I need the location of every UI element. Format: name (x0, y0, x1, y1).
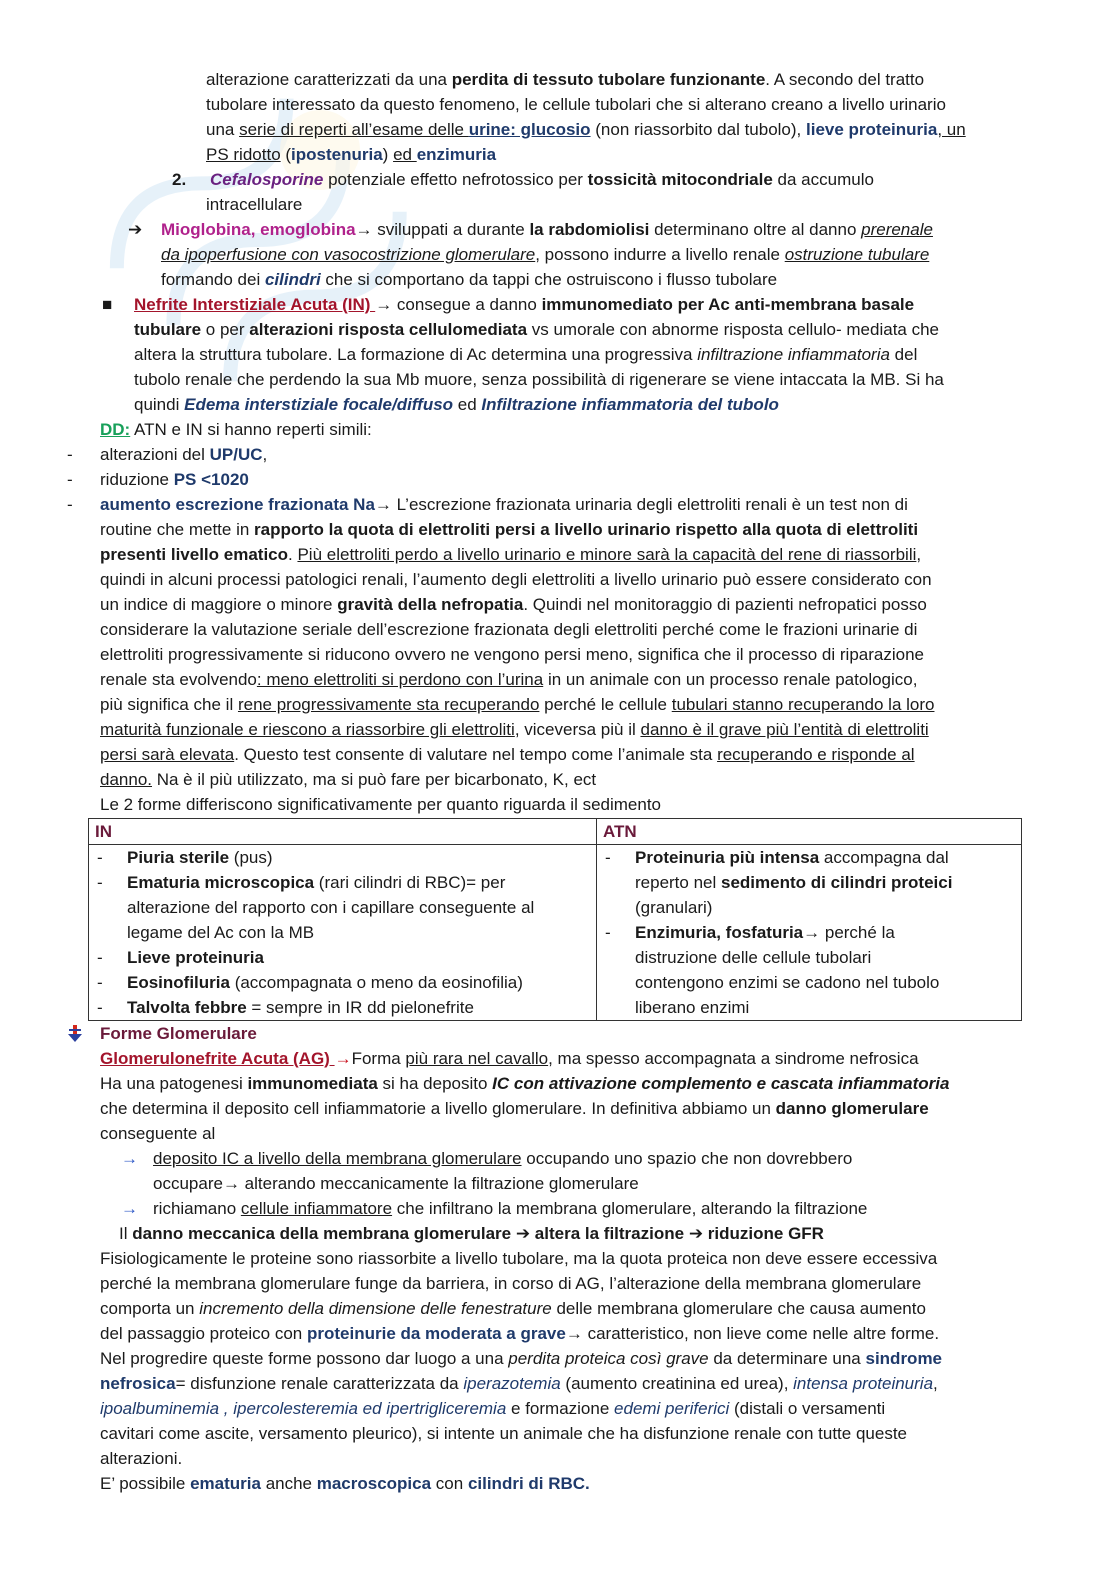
text-line: comporta un incremento della dimensione delle fenestrature delle membrana glomerulare che causa aumento (100, 1299, 926, 1318)
text-line: tubulare o per alterazioni risposta cellulomediata vs umorale con abnorme risposta cellulo- mediata che (134, 320, 940, 339)
text-line: presenti livello ematico. Più elettroliti perdo a livello urinario e minore sarà la capacità del rene di riassorbili, (100, 545, 922, 564)
text-line: persi sarà elevata. Questo test consente di valutare nel tempo come l’animale sta recuperando e risponde al (100, 745, 915, 764)
numbered-item: 2. (172, 170, 187, 189)
list-item: - Piuria sterile (pus) (97, 848, 273, 867)
text-line: più significa che il rene progressivamente sta recuperando perché le cellule tubulari stanno recuperando la loro (100, 695, 935, 714)
text-line: intracellulare (206, 195, 303, 214)
text-line: altera la struttura tubolare. La formazione di Ac determina una progressiva infiltrazione infiammatoria del (134, 345, 918, 364)
text-line: renale sta evolvendo: meno elettroliti si perdono con l’urina in un animale con un processo renale patologico, (100, 670, 918, 689)
square-bullet-icon: ■ (102, 295, 113, 314)
text-line: riduzione PS <1020 (100, 470, 249, 489)
arrow-bullet-icon: → (121, 1149, 138, 1168)
down-arrow-bullet-icon (68, 1025, 82, 1043)
list-item: - Proteinuria più intensa accompagna dal (605, 848, 949, 867)
list-item-cont: contengono enzimi se cadono nel tubolo (635, 973, 940, 992)
text-line: alterazioni del UP/UC, (100, 445, 268, 464)
dash-bullet: - (67, 495, 73, 514)
text-line: perché la membrana glomerulare funge da barriera, in corso di AG, l’alterazione della membrana glomerulare (100, 1274, 922, 1293)
text-line: un indice di maggiore o minore gravità della nefropatia. Quindi nel monitoraggio di pazienti nefropatici posso (100, 595, 927, 614)
list-item-cont: legame del Ac con la MB (127, 923, 315, 942)
list-item-cont: (granulari) (635, 898, 713, 917)
text-line: Glomerulonefrite Acuta (AG) →Forma più rara nel cavallo, ma spesso accompagnata a sindrome nefrosica (100, 1049, 919, 1068)
text-line: nefrosica= disfunzione renale caratterizzata da iperazotemia (aumento creatinina ed urea), intensa proteinuria, (100, 1374, 938, 1393)
table-header-row (89, 819, 1022, 845)
text-line: cavitari come ascite, versamento pleurico), si intente un animale che ha disfunzione renale con tutte queste (100, 1424, 908, 1443)
text-line: Ha una patogenesi immunomediata si ha deposito IC con attivazione complemento e cascata infiammatoria (100, 1074, 950, 1093)
list-item-cont: reperto nel sedimento di cilindri proteici (635, 873, 953, 892)
text-line: alterazioni. (100, 1449, 183, 1468)
text-line: Il danno meccanica della membrana glomerulare ➔ altera la filtrazione ➔ riduzione GFR (119, 1224, 824, 1243)
text-line: formando dei cilindri che si comportano da tappi che ostruiscono i flusso tubolare (161, 270, 778, 289)
text-line: che determina il deposito cell infiammatorie a livello glomerulare. In definitiva abbiamo un danno glomerulare (100, 1099, 929, 1118)
table-cell-in (89, 845, 597, 1021)
arrow-bullet-icon: → (121, 1199, 138, 1218)
text-line: deposito IC a livello della membrana glomerulare occupando uno spazio che non dovrebbero (153, 1149, 853, 1168)
text-line: E’ possibile ematuria anche macroscopica con cilindri di RBC. (100, 1474, 590, 1493)
table-header-in: IN (89, 819, 597, 845)
text-line: danno. Na è il più utilizzato, ma si può fare per bicarbonato, K, ect (100, 770, 597, 789)
text-line: del passaggio proteico con proteinurie da moderata a grave→ caratteristico, non lieve come nelle altre forme. (100, 1324, 940, 1343)
text-line: quindi in alcuni processi patologici renali, l’aumento degli elettroliti a livello urinario può essere considerato con (100, 570, 932, 589)
text-line: Mioglobina, emoglobina→ sviluppati a durante la rabdomiolisi determinano oltre al danno prerenale (161, 220, 933, 239)
list-item: - Talvolta febbre = sempre in IR dd pielonefrite (97, 998, 474, 1017)
text-line: ipoalbuminemia , ipercolesteremia ed ipertrigliceremia e formazione edemi periferici (distali o versamenti (100, 1399, 886, 1418)
text-line: richiamano cellule infiammatore che infiltrano la membrana glomerulare, alterando la filtrazione (153, 1199, 868, 1218)
list-item: - Ematuria microscopica (rari cilindri di RBC)= per (97, 873, 506, 892)
text-line: Nefrite Interstiziale Acuta (IN) → consegue a danno immunomediato per Ac anti-membrana basale (134, 295, 915, 314)
text-line: una serie di reperti all’esame delle urine: glucosio (non riassorbito dal tubolo), lieve proteinuria, un (206, 120, 966, 139)
text-line: quindi Edema interstiziale focale/diffuso ed Infiltrazione infiammatoria del tubolo (134, 395, 779, 414)
text-line: tubolare interessato da questo fenomeno, le cellule tubolari che si alterano creano a livello urinario (206, 95, 946, 114)
text-line: considerare la valutazione seriale dell’escrezione frazionata degli elettroliti perché come le frazioni urinarie di (100, 620, 918, 639)
text-line: PS ridotto (ipostenuria) ed enzimuria (206, 145, 497, 164)
text-line: occupare→ alterando meccanicamente la filtrazione glomerulare (153, 1174, 639, 1193)
comparison-table (88, 818, 1022, 1021)
text-line: aumento escrezione frazionata Na→ L’escrezione frazionata urinaria degli elettroliti renali è un test non di (100, 495, 908, 514)
list-item: - Enzimuria, fosfaturia→ perché la (605, 923, 895, 942)
arrow-bullet-icon: ➔ (128, 220, 143, 239)
text-line: maturità funzionale e riescono a riassorbire gli elettroliti, viceversa più il danno è il grave più l’entità di elettroliti (100, 720, 929, 739)
text-line: Cefalosporine potenziale effetto nefrotossico per tossicità mitocondriale da accumulo (210, 170, 874, 189)
list-item-cont: liberano enzimi (635, 998, 750, 1017)
text-line: conseguente al (100, 1124, 216, 1143)
list-item: - Lieve proteinuria (97, 948, 264, 967)
text-line: tubolo renale che perdendo la sua Mb muore, senza possibilità di rigenerare se viene intaccata la MB. Si ha (134, 370, 944, 389)
section-heading: Forme Glomerulare (100, 1024, 257, 1043)
text-line: Le 2 forme differiscono significativamente per quanto riguarda il sedimento (100, 795, 661, 814)
table-row (89, 845, 1022, 1021)
text-line: routine che mette in rapporto la quota di elettroliti persi a livello urinario rispetto alla quota di elettroliti (100, 520, 919, 539)
text-line: alterazione caratterizzati da una perdita di tessuto tubolare funzionante. A secondo del tratto (206, 70, 925, 89)
table-cell-atn (597, 845, 1022, 1021)
list-item-cont: alterazione del rapporto con i capillare conseguente al (127, 898, 535, 917)
text-line: DD: ATN e IN si hanno reperti simili: (100, 420, 372, 439)
dash-bullet: - (67, 445, 73, 464)
dash-bullet: - (67, 470, 73, 489)
text-line: Nel progredire queste forme possono dar luogo a una perdita proteica così grave da determinare una sindrome (100, 1349, 943, 1368)
text-line: elettroliti progressivamente si riducono ovvero ne vengono persi meno, significa che il processo di riparazione (100, 645, 924, 664)
text-line: Fisiologicamente le proteine sono riassorbite a livello tubolare, ma la quota proteica non deve essere eccessiva (100, 1249, 938, 1268)
table-header-atn: ATN (597, 819, 1022, 845)
list-item-cont: distruzione delle cellule tubolari (635, 948, 872, 967)
list-item: - Eosinofiluria (accompagnata o meno da eosinofilia) (97, 973, 523, 992)
text-line: da ipoperfusione con vasocostrizione glomerulare, possono indurre a livello renale ostruzione tubulare (161, 245, 930, 264)
